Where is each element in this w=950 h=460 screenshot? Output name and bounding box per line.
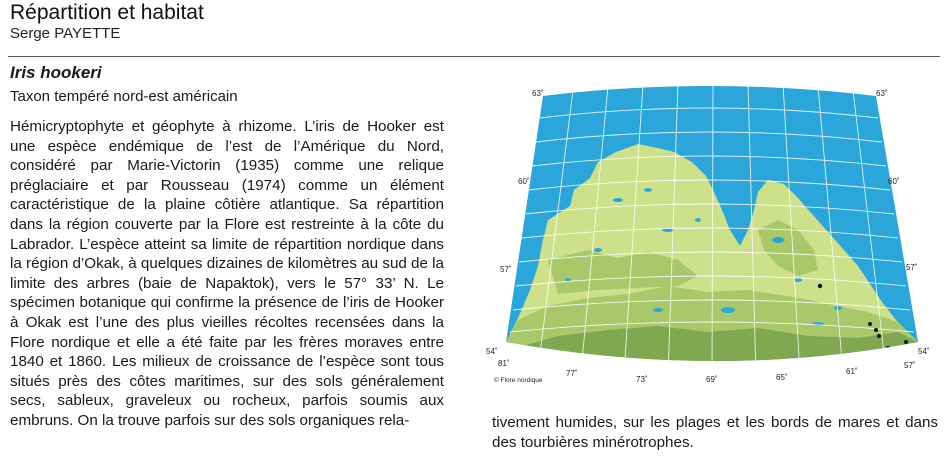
lat-label: 60˚ <box>518 177 530 186</box>
taxon-label: Taxon tempéré nord-est américain <box>10 88 238 105</box>
distribution-map <box>478 80 938 390</box>
lon-label: 69˚ <box>706 375 718 384</box>
lon-label: 81˚ <box>498 359 510 368</box>
lat-label: 54˚ <box>486 347 498 356</box>
lon-label: 65˚ <box>776 373 788 382</box>
map-credit: © Flore nordique <box>494 377 543 384</box>
lon-label: 73˚ <box>636 375 648 384</box>
lat-label: 63˚ <box>532 89 544 98</box>
species-name: Iris hookeri <box>10 63 102 82</box>
body-text-right: tivement humides, sur les plages et les bords de mares et dans des tourbières minérotrophes. <box>492 414 938 451</box>
header-divider <box>8 56 940 57</box>
lat-label: 54˚ <box>918 347 930 356</box>
lat-label: 60˚ <box>888 177 900 186</box>
lat-label: 57˚ <box>500 265 512 274</box>
body-text-left: Hémicryptophyte et géophyte à rhizome. L’iris de Hooker est une espèce endémique de l’est de l’Amérique du Nord, considéré par Marie-Victorin (1935) comme une relique préglaciaire et par Rousseau (1974) comme un élément caractéristique de la plaine côtière atlantique. Sa répartition dans la région couverte par la Flore est restreinte à la côte du Labrador. L’espèce atteint sa limite de répartition nordique dans la région d’Okak, à quelques dizaines de kilomètres au sud de la limite des arbres (baie de Napaktok), vers le 57° 33’ N. Le spécimen botanique qui confirme la présence de l’iris de Hooker à Okak est l’une des plus vieilles récoltes recensées dans la Flore nordique et elle a été faite par les frères moraves entre 1840 et 1860. Les milieux de croissance de l’espèce sont tous situés près des côtes maritimes, sur des sols généralement secs, sableux, graveleux ou rocheux, parfois soumis aux embruns. On la trouve parfois sur des sols organiques rela- <box>10 118 444 429</box>
author-name: Serge PAYETTE <box>10 25 121 42</box>
lon-label: 61˚ <box>846 367 858 376</box>
lat-label: 57˚ <box>904 361 916 370</box>
lat-label: 63˚ <box>876 89 888 98</box>
lat-label: 57˚ <box>906 263 918 272</box>
page-title: Répartition et habitat <box>10 1 204 24</box>
lon-label: 77˚ <box>566 369 578 378</box>
